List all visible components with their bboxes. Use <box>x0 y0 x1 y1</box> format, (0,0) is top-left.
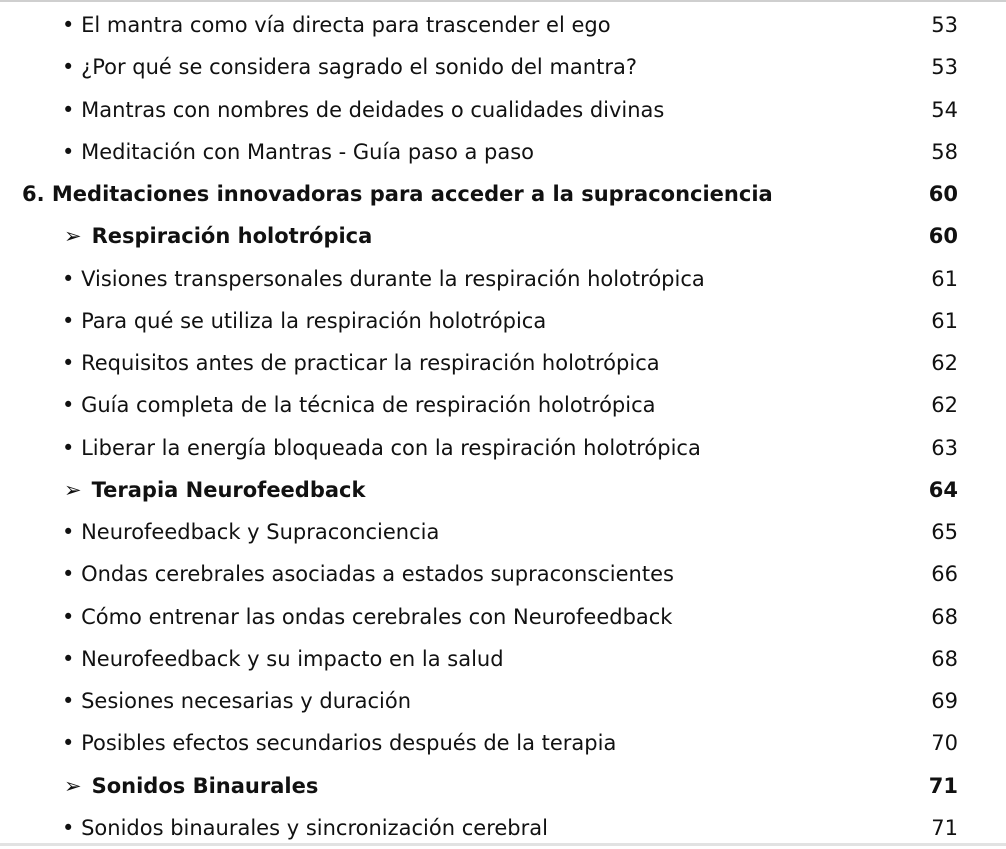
toc-entry-label <box>62 13 611 37</box>
arrow-bullet-icon: ➢ <box>64 224 82 249</box>
toc-entry-label <box>64 774 318 798</box>
toc-page-number: 53 <box>931 13 958 38</box>
top-border <box>0 0 1006 2</box>
toc-page-number: 58 <box>931 139 958 164</box>
toc-entry-title: Requisitos antes de practicar la respiración holotrópica <box>81 351 660 376</box>
toc-entry-label <box>62 605 672 629</box>
toc-page-number: 61 <box>931 308 958 333</box>
toc-subsection[interactable] <box>0 427 1006 469</box>
toc-entry-title: Respiración holotrópica <box>91 224 373 249</box>
toc-chapter[interactable] <box>0 173 1006 215</box>
toc-entry-title: Para qué se utiliza la respiración holotrópica <box>81 308 547 333</box>
toc-page-number: 70 <box>931 731 958 756</box>
toc-entry-title: Mantras con nombres de deidades o cualidades divinas <box>81 97 665 122</box>
toc-page-number: 60 <box>928 224 958 249</box>
toc-page-number: 53 <box>931 55 958 80</box>
toc-page-number: 69 <box>931 689 958 714</box>
chapter-number: 6. <box>22 182 45 207</box>
toc-entry-label <box>64 224 372 248</box>
toc-page-number: 71 <box>931 815 958 840</box>
toc-subsection[interactable] <box>0 4 1006 46</box>
table-of-contents <box>0 4 1006 849</box>
toc-entry-title: Meditación con Mantras - Guía paso a paso <box>81 139 535 164</box>
toc-page-number: 60 <box>928 182 958 207</box>
bullet-icon: • <box>62 520 75 545</box>
toc-entry-label <box>62 816 548 840</box>
toc-entry-label <box>62 393 656 417</box>
toc-page-number: 68 <box>931 604 958 629</box>
toc-page-number: 65 <box>931 520 958 545</box>
bullet-icon: • <box>62 562 75 587</box>
toc-entry-title: Cómo entrenar las ondas cerebrales con Neurofeedback <box>81 604 673 629</box>
toc-page-number: 62 <box>931 393 958 418</box>
toc-entry-title: Posibles efectos secundarios después de la terapia <box>81 731 617 756</box>
toc-page-number: 61 <box>931 266 958 291</box>
bullet-icon: • <box>62 646 75 671</box>
bullet-icon: • <box>62 604 75 629</box>
toc-entry-label <box>62 731 616 755</box>
toc-page-number: 68 <box>931 646 958 671</box>
bullet-icon: • <box>62 815 75 840</box>
toc-entry-title: Guía completa de la técnica de respiración holotrópica <box>81 393 656 418</box>
toc-subsection[interactable] <box>0 680 1006 722</box>
toc-entry-label <box>62 562 674 586</box>
toc-entry-label <box>64 478 365 502</box>
toc-entry-title: Ondas cerebrales asociadas a estados supraconscientes <box>81 562 674 587</box>
toc-entry-title: El mantra como vía directa para trascender el ego <box>81 13 611 38</box>
toc-entry-title: Neurofeedback y su impacto en la salud <box>81 646 504 671</box>
toc-entry-title: Terapia Neurofeedback <box>91 477 366 502</box>
bullet-icon: • <box>62 435 75 460</box>
toc-page-number: 63 <box>931 435 958 460</box>
toc-entry-label <box>62 267 705 291</box>
arrow-bullet-icon: ➢ <box>64 773 82 798</box>
toc-section[interactable] <box>0 469 1006 511</box>
toc-page-number: 71 <box>928 773 958 798</box>
toc-subsection[interactable] <box>0 553 1006 595</box>
toc-entry-title: ¿Por qué se considera sagrado el sonido del mantra? <box>81 55 637 80</box>
toc-subsection[interactable] <box>0 596 1006 638</box>
toc-entry-label <box>62 689 411 713</box>
toc-section[interactable] <box>0 215 1006 257</box>
bullet-icon: • <box>62 689 75 714</box>
toc-entry-title: Meditaciones innovadoras para acceder a la supraconciencia <box>51 182 773 207</box>
bullet-icon: • <box>62 393 75 418</box>
bullet-icon: • <box>62 97 75 122</box>
bullet-icon: • <box>62 308 75 333</box>
toc-entry-title: Sesiones necesarias y duración <box>81 689 412 714</box>
toc-page-number: 66 <box>931 562 958 587</box>
toc-subsection[interactable] <box>0 300 1006 342</box>
toc-subsection[interactable] <box>0 722 1006 764</box>
bullet-icon: • <box>62 139 75 164</box>
toc-entry-label <box>62 436 701 460</box>
toc-entry-label <box>62 351 660 375</box>
toc-entry-label <box>62 55 637 79</box>
toc-entry-label <box>62 520 439 544</box>
toc-subsection[interactable] <box>0 511 1006 553</box>
toc-subsection[interactable] <box>0 638 1006 680</box>
toc-entry-title: Liberar la energía bloqueada con la respiración holotrópica <box>81 435 701 460</box>
toc-entry-label <box>22 182 773 206</box>
toc-subsection[interactable] <box>0 89 1006 131</box>
toc-entry-title: Visiones transpersonales durante la respiración holotrópica <box>81 266 705 291</box>
bullet-icon: • <box>62 13 75 38</box>
toc-page-number: 54 <box>931 97 958 122</box>
toc-subsection[interactable] <box>0 46 1006 88</box>
bullet-icon: • <box>62 55 75 80</box>
toc-page-number: 62 <box>931 351 958 376</box>
toc-entry-title: Neurofeedback y Supraconciencia <box>81 520 440 545</box>
bullet-icon: • <box>62 351 75 376</box>
toc-subsection[interactable] <box>0 131 1006 173</box>
toc-entry-label <box>62 647 504 671</box>
toc-entry-label <box>62 140 534 164</box>
toc-subsection[interactable] <box>0 258 1006 300</box>
toc-entry-label <box>62 98 664 122</box>
toc-section[interactable] <box>0 765 1006 807</box>
toc-page-number: 64 <box>928 477 958 502</box>
bullet-icon: • <box>62 266 75 291</box>
toc-entry-title: Sonidos binaurales y sincronización cerebral <box>81 815 548 840</box>
toc-entry-label <box>62 309 546 333</box>
arrow-bullet-icon: ➢ <box>64 477 82 502</box>
toc-entry-title: Sonidos Binaurales <box>91 773 319 798</box>
bullet-icon: • <box>62 731 75 756</box>
toc-subsection[interactable] <box>0 342 1006 384</box>
toc-subsection[interactable] <box>0 384 1006 426</box>
